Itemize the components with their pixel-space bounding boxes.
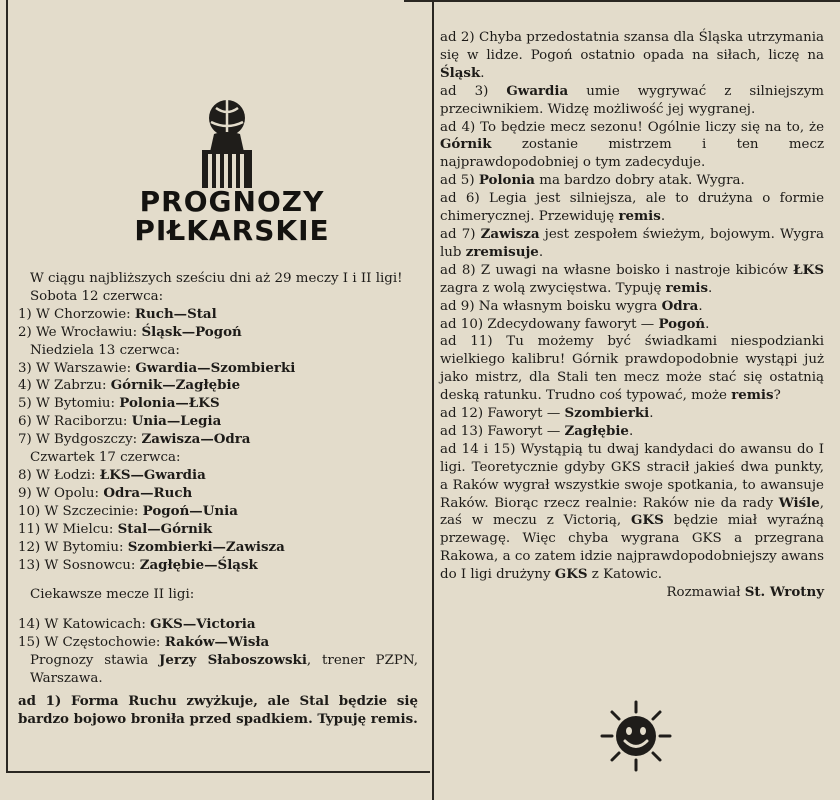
commentary-ad7: ad 7) Zawisza jest zespołem świeżym, bojowym. Wygra lub zremisuje.	[440, 225, 825, 260]
fixture-venue: 8) W Łodzi:	[18, 467, 100, 483]
commentary-ad9: ad 9) Na własnym boisku wygra Odra.	[440, 297, 703, 314]
fixture-item	[18, 539, 418, 557]
frame-top-border	[404, 0, 840, 2]
fixture-item	[18, 413, 418, 431]
fixture-venue: 7) W Bydgoszczy:	[18, 432, 142, 448]
day-heading: Sobota 12 czerwca:	[30, 288, 164, 304]
left-column	[18, 270, 418, 729]
commentary-ad12: ad 12) Faworyt — Szombierki.	[440, 405, 654, 422]
fixture-venue: 14) W Katowicach:	[18, 617, 151, 633]
headline-line-1: PROGNOZY	[139, 185, 325, 218]
right-column	[440, 29, 824, 602]
commentary-ad8: ad 8) Z uwagi na własne boisko i nastroje kibiców ŁKS zagra z wolą zwycięstwa. Typuję remis.	[440, 261, 824, 296]
commentary-ad4: ad 4) To będzie mecz sezonu! Ogólnie liczy się na to, że Górnik zostanie mistrzem i ten mecz najprawdopodobniej o tym zadecyduje.	[440, 119, 824, 171]
signature: Rozmawiał St. Wrotny	[666, 584, 824, 601]
fixture-teams: Raków—Wisła	[164, 634, 270, 651]
fixture-teams: GKS—Victoria	[150, 616, 256, 633]
fixture-item	[18, 485, 418, 503]
fixture-teams: Zawisza—Odra	[141, 431, 251, 448]
author-name: Jerzy Słaboszowski	[159, 652, 307, 669]
football-player-icon	[196, 96, 258, 188]
fixture-item	[18, 634, 418, 652]
fixture-venue: 9) W Opolu:	[18, 485, 104, 501]
fixture-item	[18, 377, 418, 395]
fixture-teams: Unia—Legia	[131, 413, 222, 430]
fixture-item	[18, 557, 418, 575]
fixture-teams: Szombierki—Zawisza	[127, 538, 285, 555]
commentary-ad11: ad 11) Tu możemy być świadkami niespodzianki wielkiego kalibru! Górnik prawdopodobnie wystąpi już jako mistrz, dla Stali ten mecz może stać się ostatnią deską ratunku. Trudno coś typować, może remis?	[440, 334, 824, 404]
commentary-ad13: ad 13) Faworyt — Zagłębie.	[440, 422, 634, 439]
fixture-venue: 1) W Chorzowie:	[18, 306, 135, 322]
fixture-venue: 4) W Zabrzu:	[18, 378, 111, 394]
fixture-venue: 12) W Bytomiu:	[18, 539, 128, 555]
smiling-sun-icon	[600, 700, 672, 772]
fixture-item	[18, 503, 418, 521]
fixture-teams: Śląsk—Pogoń	[141, 323, 242, 340]
fixture-teams: Ruch—Stal	[134, 305, 217, 322]
commentary-ad2: ad 2) Chyba przedostatnia szansa dla Śląska utrzymania się w lidze. Pogoń ostatnio opada na siłach, liczę na Śląsk.	[440, 30, 824, 81]
interviewer-name: St. Wrotny	[744, 584, 824, 601]
fixture-teams: Odra—Ruch	[103, 484, 193, 501]
fixture-teams: Pogoń—Unia	[142, 502, 238, 519]
fixture-venue: 10) W Szczecinie:	[18, 503, 143, 519]
fixture-teams: ŁKS—Gwardia	[99, 466, 206, 483]
spacer	[18, 574, 418, 586]
intro-paragraph: W ciągu najbliższych sześciu dni aż 29 meczy I i II ligi!	[30, 271, 403, 286]
day-heading: Czwartek 17 czerwca:	[30, 450, 181, 466]
day-heading: Niedziela 13 czerwca:	[30, 342, 180, 358]
fixture-teams: Zagłębie—Śląsk	[139, 556, 258, 573]
frame-left-border	[6, 0, 8, 772]
fixture-venue: 2) We Wrocławiu:	[18, 324, 142, 340]
fixture-teams: Stal—Górnik	[117, 520, 213, 537]
frame-bottom-border	[6, 771, 430, 773]
fixture-venue: 15) W Częstochowie:	[18, 635, 165, 651]
commentary-ad3: ad 3) Gwardia umie wygrywać z silniejszym przeciwnikiem. Widzę możliwość jej wygranej.	[440, 82, 824, 117]
fixture-teams: Gwardia—Szombierki	[135, 359, 296, 376]
headline-line-2: PIŁKARSKIE	[134, 214, 330, 247]
column-divider	[432, 0, 434, 800]
commentary-ad5: ad 5) Polonia ma bardzo dobry atak. Wygra.	[440, 172, 745, 189]
commentary-ad14-15: ad 14 i 15) Wystąpią tu dwaj kandydaci do awansu do I ligi. Teoretycznie gdyby GKS stracił jakieś dwa punkty, a Raków wygrał wszystkie swoje spotkania, to awansuje Raków. Biorąc rzecz realnie: Raków nie da rady Wiśle, zaś w meczu z Victorią, GKS będzie miał wyraźną przewagę. Więc chyba wygrana GKS a przegrana Rakowa, a co zatem idzie najprawdopodobniejszy awans do I ligi drużyny GKS z Katowic.	[440, 441, 824, 583]
fixture-venue: 5) W Bytomiu:	[18, 396, 120, 412]
fixture-teams: Polonia—ŁKS	[119, 395, 220, 412]
fixture-teams: Górnik—Zagłębie	[110, 377, 241, 394]
fixture-item	[18, 306, 418, 324]
fixture-venue: 13) W Sosnowcu:	[18, 557, 140, 573]
fixture-venue: 6) W Raciborzu:	[18, 414, 132, 430]
spacer	[18, 604, 418, 616]
credit-paragraph: Prognozy stawia Jerzy Słaboszowski, trener PZPN, Warszawa.	[30, 652, 419, 687]
commentary-ad10: ad 10) Zdecydowany faworyt — Pogoń.	[440, 315, 710, 332]
fixture-venue: 3) W Warszawie:	[18, 360, 136, 376]
fixture-item	[18, 521, 418, 539]
fixture-item	[18, 431, 418, 449]
fixture-venue: 11) W Mielcu:	[18, 521, 118, 537]
fixture-item	[18, 395, 418, 413]
fixture-item	[18, 360, 418, 378]
commentary-ad1: ad 1) Forma Ruchu zwyżkuje, ale Stal będzie się bardzo bojowo broniła przed spadkiem. Typuję remis.	[18, 692, 418, 727]
fixture-item	[18, 616, 418, 634]
league2-heading: Ciekawsze mecze II ligi:	[30, 587, 195, 603]
commentary-ad6: ad 6) Legia jest silniejsza, ale to drużyna o formie chimerycznej. Przewiduję remis.	[440, 191, 824, 225]
fixture-item	[18, 467, 418, 485]
fixture-item	[18, 324, 418, 342]
